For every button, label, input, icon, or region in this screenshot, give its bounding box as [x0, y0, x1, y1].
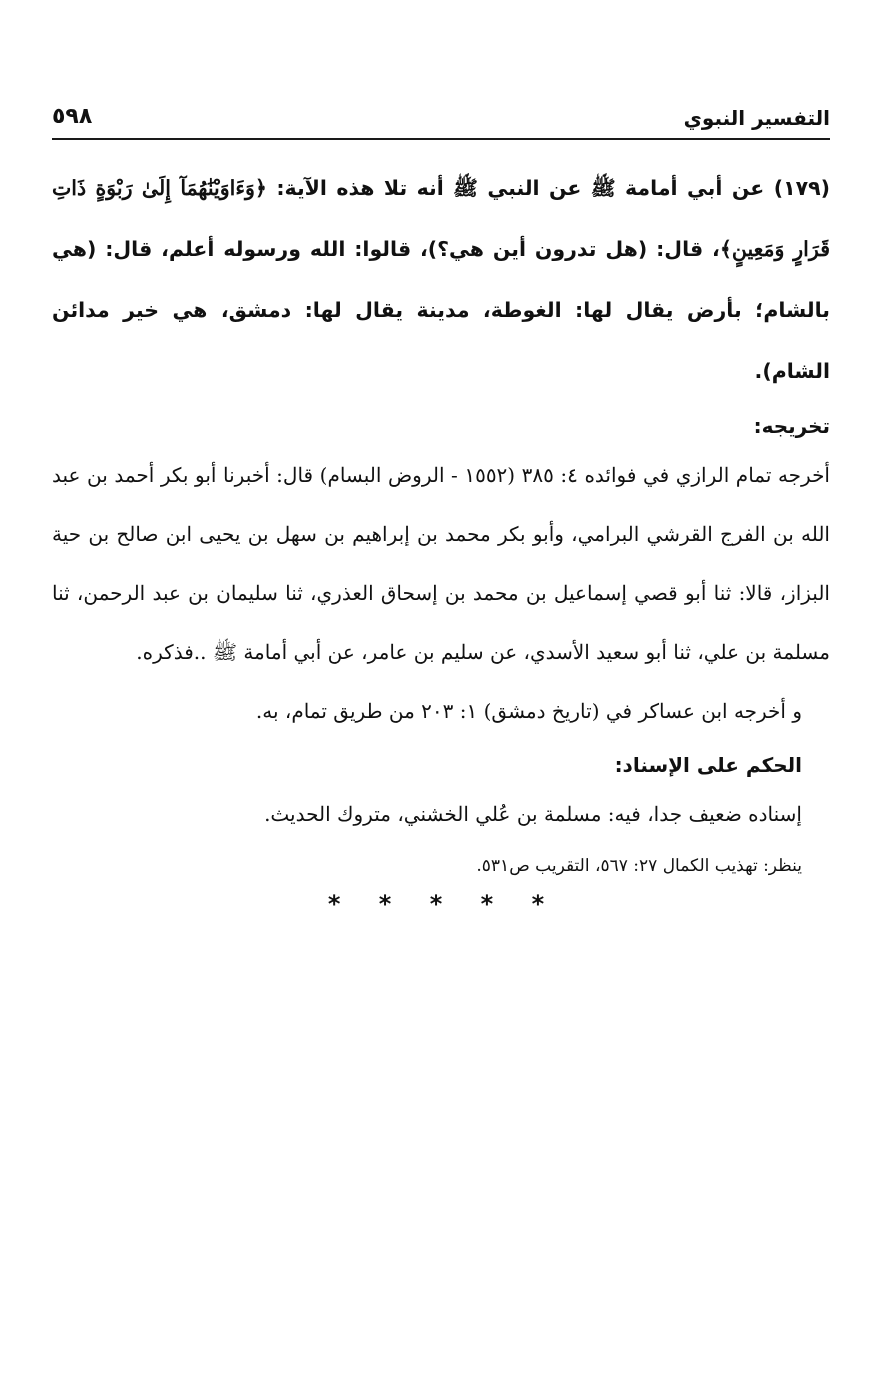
- takhrij-paragraph-secondary: و أخرجه ابن عساكر في (تاريخ دمشق) ١: ٢٠٣ من طريق تمام، به.: [255, 699, 802, 723]
- takhrij-paragraph: أخرجه تمام الرازي في فوائده ٤: ٣٨٥ (١٥٥٢ - الروض البسام) قال: أخبرنا أبو بكر أحمد بن عبد الله بن الفرج القرشي البرامي، وأبو بكر محمد بن إبراهيم بن سهل بن يحيى ابن صالح بن حية البزاز، قالا: ثنا أبو قصي إسماعيل بن محمد بن إسحاق العذري، ثنا سليمان بن عبد الرحمن، ثنا مسلمة بن علي، ثنا أبو سعيد الأسدي، عن سليم بن عامر، عن أبي أمامة ﷺ ..فذكره.: [52, 463, 830, 664]
- takhrij-heading: تخريجه:: [753, 414, 830, 438]
- separator-star: *: [378, 890, 402, 918]
- section-separator: [52, 890, 830, 918]
- reference-note: ينظر: تهذيب الكمال ٢٧: ٥٦٧، التقريب ص٥٣١.: [476, 856, 802, 876]
- separator-star: *: [327, 890, 351, 918]
- page-header: [52, 100, 830, 140]
- separator-star: *: [429, 890, 453, 918]
- separator-star: *: [480, 890, 504, 918]
- isnad-paragraph: إسناده ضعيف جدا، فيه: مسلمة بن عُلي الخشني، متروك الحديث.: [264, 802, 802, 826]
- quran-verse: ﴿وَءَاوَيْنَٰهُمَآ إِلَىٰ رَبْوَةٍ ذَاتِ قَرَارٍ وَمَعِينٍ﴾: [52, 176, 830, 261]
- book-title: التفسير النبوي: [683, 106, 830, 130]
- separator-star: *: [531, 890, 555, 918]
- page: [52, 100, 830, 918]
- page-number: ٥٩٨: [52, 104, 93, 129]
- hadith-intro: عن أبي أمامة ﷺ عن النبي ﷺ أنه تلا هذه الآية:: [276, 176, 765, 200]
- hadith-number: (١٧٩): [773, 176, 830, 200]
- hadith-body: ، قال: (هل تدرون أين هي؟)، قالوا: الله ورسوله أعلم، قال: (هي بالشام؛ بأرض يقال لها: الغوطة، مدينة يقال لها: دمشق، هي خير مدائن الشام).: [52, 237, 830, 383]
- isnad-heading: الحكم على الإسناد:: [614, 753, 802, 777]
- hadith-text: [52, 158, 830, 402]
